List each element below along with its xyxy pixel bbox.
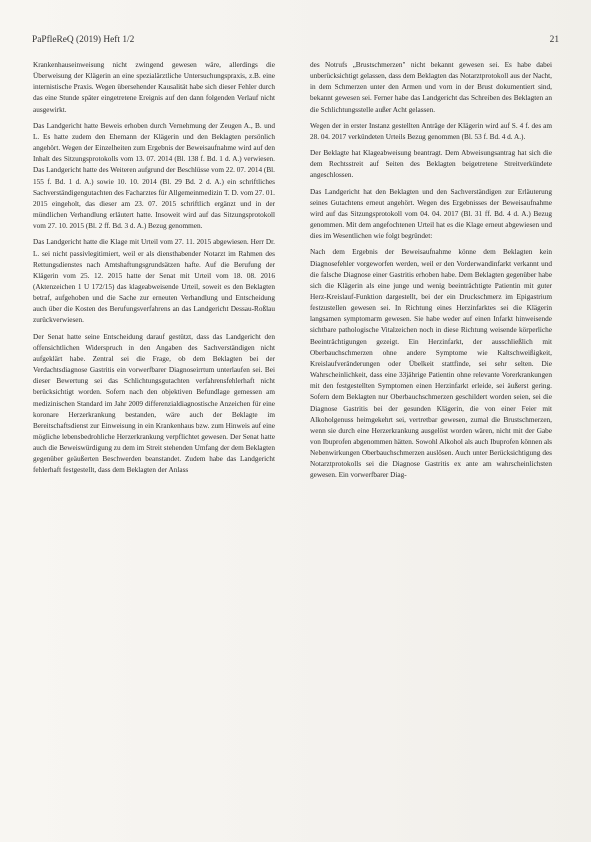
paragraph: Der Beklagte hat Klageabweisung beantragt. Dem Abweisungsantrag hat sich die dem Rechtsstreit auf Seiten des Beklagten beigetretene Streitverkündete angeschlossen.: [310, 149, 552, 180]
paragraph: Der Senat hatte seine Entscheidung darauf gestützt, dass das Landgericht den offensichtlichen Widerspruch in den Angaben des Sachverständigen nicht aufgeklärt habe. Zentral sei die Frage, ob dem Beklagten bei der Verdachtsdiagnose Gastritis ein vorwerfbarer Diagnoseirrtum unterlaufen sei. Bei dieser Bewertung sei das Schlichtungsgutachten verfahrensfehlerhaft nicht berücksichtigt worden. Sofern nach den objektiven Befundlage gemessen am medizinischen Standard im Jahr 2009 differenzialdiagnostische Anzeichen für eine koronare Herzerkrankung bestanden, wäre auch der Beklagte im Bereitschaftsdienst zur Einweisung in ein Krankenhaus bzw. zum Hinweis auf eine mögliche lebensbedrohliche Herzerkrankung verpflichtet gewesen. Der Senat hatte auch die Beweiswürdigung zu dem im Streit stehenden Umfang der dem Beklagten gegenüber geäußerten Beschwerden beanstandet. Zudem habe das Landgericht fehlerhaft festgestellt, dass dem Beklagten der Anlass: [33, 332, 275, 475]
left-column: [33, 60, 275, 482]
paragraph: Nach dem Ergebnis der Beweisaufnahme könne dem Beklagten kein Diagnosefehler vorgeworfen werden, weil er den Vorderwandinfarkt verkannt und die falsche Diagnose einer Gastritis erhoben habe. Dem Beklagten gegenüber habe sich die Klägerin als eine junge und wenig beeinträchtigte Patientin mit guter Herz-Kreislauf-Funktion dargestellt, bei der ein Druckschmerz im Epigastrium festzustellen gewesen sei. In Richtung eines Herzinfarktes sei die Klägerin langsamen symptomarm gewesen. Sie habe weder auf einen Infarkt hinweisende sichtbare pathologische Vitalzeichen noch in diese Richtung weisende körperliche Beeinträchtigungen gezeigt. Ein Herzinfarkt, der ausschließlich mit Oberbauchschmerzen ohne andere Symptome wie Kaltschweißigkeit, Kreislaufveränderungen oder Übelkeit stattfinde, sei sehr selten. Die Wahrscheinlichkeit, dass eine 33jährige Patientin ohne relevante Vorerkrankungen mit den festgestellten Symptomen einen Herzinfarkt erleide, sei äußerst gering. Sofern dem Beklagten nur Oberbauchschmerzen geschildert worden seien, sei die Diagnose Gastritis bei der gesunden Klägerin, die von einer Feier mit Alkoholgenuss heimgekehrt sei, vertretbar gewesen, zumal die Brustschmerzen, wenn sie durch eine Herzerkrankung ausgelöst worden wären, nicht mit der Gabe von Ibuprofen abgenommen hätten. Sowohl Alkohol als auch Ibuprofen können als Nebenwirkungen Oberbauchschmerzen auslösen. Auch unter Berücksichtigung des Notarztprotokolls sei die Diagnose Gastritis ex ante am wahrscheinlichsten gewesen. Ein vorwerfbarer Diag-: [310, 248, 552, 480]
paragraph: Wegen der in erster Instanz gestellten Anträge der Klägerin wird auf S. 4 f. des am 28. 04. 2017 verkündeten Urteils Bezug genommen (Bl. 53 f. Bd. 4 d. A.).: [310, 121, 552, 141]
paragraph: Das Landgericht hatte die Klage mit Urteil vom 27. 11. 2015 abgewiesen. Herr Dr. L. sei nicht passivlegitimiert, weil er als diensthabender Notarzt im Rahmen des Rettungsdienstes nach Amtshaftungsgrundsätzen hafte. Auf die Berufung der Klägerin vom 25. 12. 2015 hatte der Senat mit Urteil vom 18. 08. 2016 (Aktenzeichen 1 U 172/15) das klageabweisende Urteil, soweit es den Beklagten betraf, aufgehoben und die Sache zur erneuten Verhandlung und Entscheidung auch über die Kosten des Berufungsverfahrens an das Landgericht Dessau-Roßlau zurückverwiesen.: [33, 238, 275, 325]
paragraph: Das Landgericht hatte Beweis erhoben durch Vernehmung der Zeugen A., B. und L. Es hatte zudem den Ehemann der Klägerin und den Beklagten persönlich angehört. Wegen der Einzelheiten zum Ergebnis der Beweisaufnahme wird auf den Inhalt des Sitzungsprotokolls vom 13. 07. 2014 (Bl. 138 f. Bd. 1 d. A.) verwiesen. Das Landgericht hatte des Weiteren aufgrund der Beschlüsse vom 22. 07. 2014 (Bl. 155 f. Bd. 1 d. A.) sowie 10. 10. 2014 (Bl. 29 Bd. 2 d. A.) ein schriftliches Sachverständigengutachten des Facharztes für Allgemeinmedizin T. D. vom 27. 01. 2015 eingeholt, das dieser am 23. 07. 2015 schriftlich ergänzt und in der mündlichen Verhandlung erläutert hatte. Insoweit wird auf das Sitzungsprotokoll vom 27. 10. 2015 (Bl. 2 ff. Bd. 3 d. A.) Bezug genommen.: [33, 121, 275, 231]
right-column: [310, 60, 552, 487]
paragraph: des Notrufs „Brustschmerzen" nicht bekannt gewesen sei. Es habe dabei unberücksichtigt gelassen, dass dem Beklagten das Notarztprotokoll aus der Nacht, in dem Schmerzen unter den Armen und vorn in der Brust dokumentiert sind, bekannt gewesen sei. Ferner habe das Landgericht das Schreiben des Beklagten an die Schlichtungsstelle außer Acht gelassen.: [310, 61, 552, 114]
running-header: [32, 35, 559, 47]
page-number: 21: [549, 35, 559, 45]
paragraph: Krankenhauseinweisung nicht zwingend gewesen wäre, allerdings die Überweisung der Klägerin an eine spezialärztliche Untersuchungspraxis, z.B. eine internistische Praxis. Wegen übersehender Kausalität habe sich dieser Fehler durch das eine Stunde später eingetretene Ereignis auf den dann folgenden Verlauf nicht ausgewirkt.: [33, 61, 275, 114]
journal-title: PaPfleReQ (2019) Heft 1/2: [32, 35, 135, 45]
paragraph: Das Landgericht hat den Beklagten und den Sachverständigen zur Erläuterung seines Gutachtens erneut angehört. Wegen des Ergebnisses der Beweisaufnahme wird auf das Sitzungsprotokoll vom 04. 04. 2017 (Bl. 31 ff. Bd. 4 d. A.) Bezug genommen. Mit dem angefochtenen Urteil hat es die Klage erneut abgewiesen und dies im Wesentlichen wie folgt begründet:: [310, 187, 552, 241]
